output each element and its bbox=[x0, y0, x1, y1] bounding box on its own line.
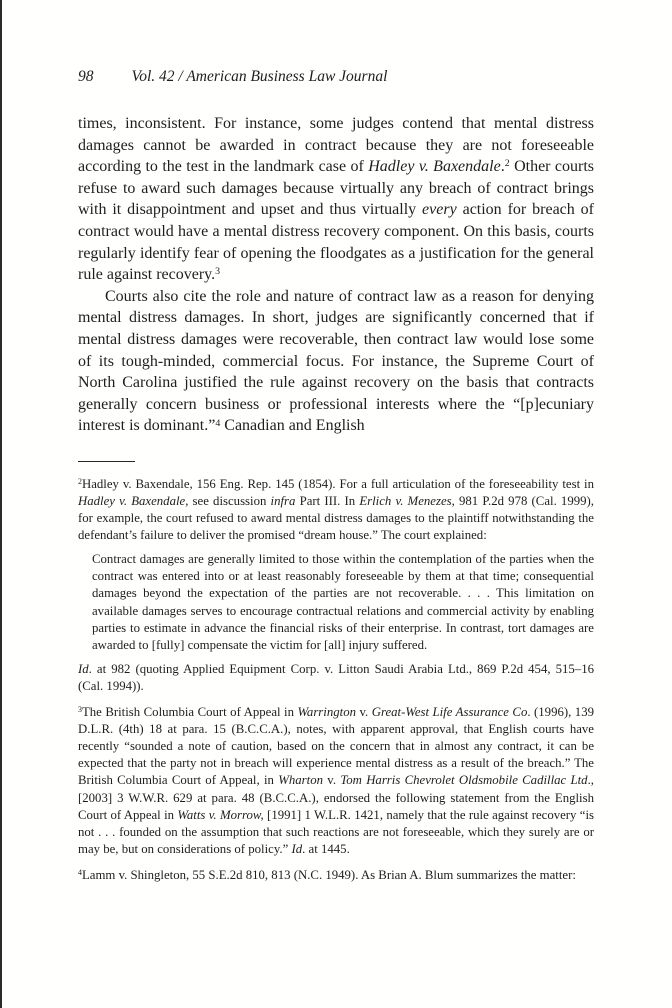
body-paragraph: Courts also cite the role and nature of contract law as a reason for denying mental distress damages. In short, judges are significantly concerned that if mental distress damages were recoverable, then contract law would lose some of its tough-minded, commercial focus. For instance, the Supreme Court of North Carolina justified the rule against recovery on the basis that contracts generally concern business or professional interests where the “[p]ecuniary interest is dominant.”$^4$ Canadian and English bbox=[78, 287, 594, 435]
footnote-3 bbox=[78, 704, 594, 858]
journal-title: Vol. 42 / American Business Law Journal bbox=[131, 68, 388, 85]
page-number: 98 bbox=[78, 68, 94, 85]
footnote-4 bbox=[78, 867, 594, 884]
footnote-blockquote: Contract damages are generally limited to those within the contemplation of the parties when the contract was entered into or at least reasonably foreseeable by them at that time; consequential damages beyond the expectation of the parties are not recoverable. . . . This limitation on available damages serves to encourage contractual relations and commercial activity by enabling parties to estimate in advance the financial risks of their enterprise. In contrast, tort damages are awarded to [fully] compensate the victim for [all] injury suffered. bbox=[92, 552, 594, 652]
running-header bbox=[78, 68, 594, 86]
footnote-separator-rule bbox=[78, 461, 135, 462]
article-body bbox=[78, 113, 594, 437]
page-content bbox=[78, 68, 594, 884]
footnote-text: $^2$Hadley v. Baxendale, 156 Eng. Rep. 145 (1854). For a full articulation of the foreseeability test in Hadley v. Baxendale, see discussion infra Part III. In Erlich v. Menezes, 981 P.2d 978 (Cal. 1999), for example, the court refused to award mental distress damages to the plaintiff notwithstanding the defendant’s failure to deliver the promised “dream house.” The court explained: bbox=[78, 476, 594, 543]
footnote-text: $^3$The British Columbia Court of Appeal in Warrington v. Great-West Life Assurance Co. (1996), 139 D.L.R. (4th) 18 at para. 15 (B.C.C.A.), notes, with apparent approval, that English courts have recently “sounded a note of caution, based on the concern that in almost any contract, it can be expected that the party not in breach will experience mental distress as a result of the breach.” The British Columbia Court of Appeal, in Wharton v. Tom Harris Chevrolet Oldsmobile Cadillac Ltd., [2003] 3 W.W.R. 629 at para. 48 (B.C.C.A.), endorsed the following statement from the English Court of Appeal in Watts v. Morrow, [1991] 1 W.L.R. 1421, namely that the rule against recovery “is not . . . founded on the assumption that such reactions are not foreseeable, which they surely are or may be, but on considerations of policy.” Id. at 1445. bbox=[78, 705, 595, 856]
body-paragraph: times, inconsistent. For instance, some judges contend that mental distress damages cannot be awarded in contract because they are not foreseeable according to the test in the landmark case of Hadley v. Baxendale.$^2$ Other courts refuse to award such damages because virtually any breach of contract brings with it disappointment and upset and thus virtually every action for breach of contract would have a mental distress recovery component. On this basis, courts regularly identify fear of opening the floodgates as a justification for the general rule against recovery.$^3$ bbox=[78, 115, 595, 284]
footnote-text: $^4$Lamm v. Shingleton, 55 S.E.2d 810, 813 (N.C. 1949). As Brian A. Blum summarizes the matter: bbox=[78, 867, 576, 882]
footnote-section bbox=[78, 476, 594, 884]
footnote-2 bbox=[78, 476, 594, 695]
footnote-citation: Id. at 982 (quoting Applied Equipment Corp. v. Litton Saudi Arabia Ltd., 869 P.2d 454, 515–16 (Cal. 1994)). bbox=[78, 661, 594, 693]
scan-edge-line bbox=[0, 0, 2, 1008]
